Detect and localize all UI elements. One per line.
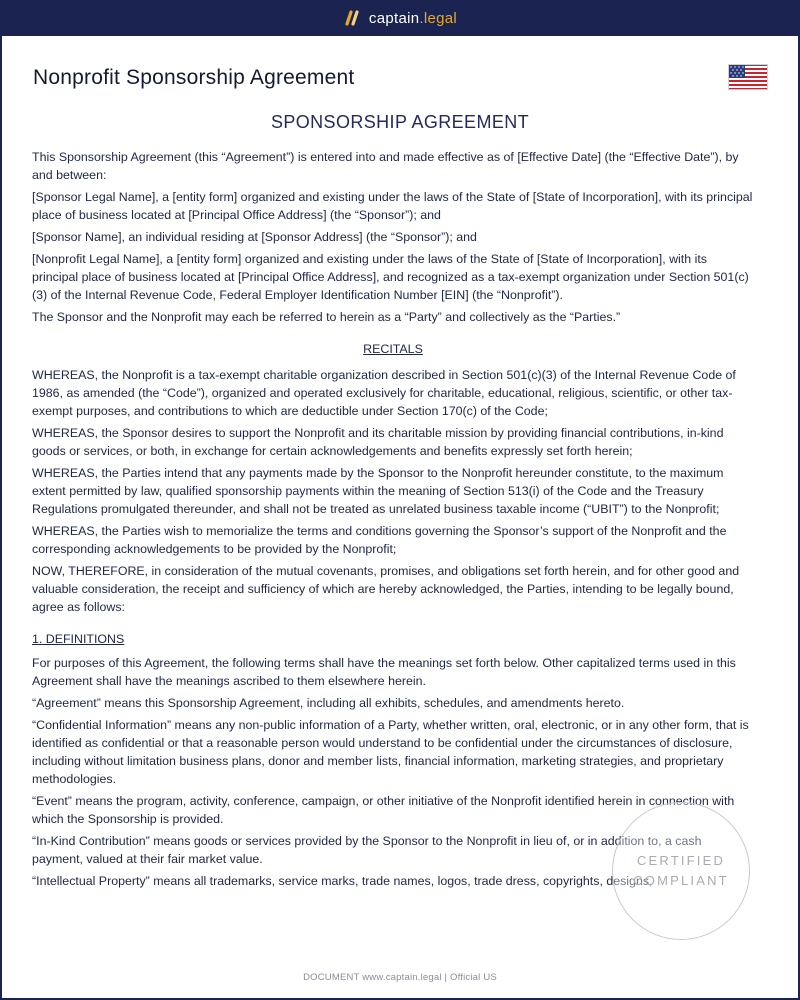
definition-event: “Event” means the program, activity, conference, campaign, or other initiative of the Nonprofit identified herein in connection with which the Sponsorship is provided. bbox=[32, 794, 735, 826]
us-flag-icon bbox=[728, 64, 768, 90]
parties-definition: The Sponsor and the Nonprofit may each be referred to herein as a “Party” and collectively as the “Parties.” bbox=[32, 310, 621, 324]
agreement-heading: SPONSORSHIP AGREEMENT bbox=[270, 112, 530, 132]
certified-compliant-stamp bbox=[612, 802, 750, 940]
party-sponsor-individual: [Sponsor Name], an individual residing at [Sponsor Address] (the “Sponsor”); and bbox=[32, 230, 477, 244]
recitals-heading: RECITALS bbox=[363, 342, 423, 356]
recital-2: WHEREAS, the Sponsor desires to support the Nonprofit and its charitable mission by providing financial contributions, in-kind goods or services, or both, in exchange for certain acknowledgements and benefits expressly set forth herein; bbox=[32, 426, 724, 458]
definition-intellectual-property: “Intellectual Property” means all trademarks, service marks, trade names, logos, trade dress, copyrights, designs, bbox=[32, 874, 653, 888]
recital-1: WHEREAS, the Nonprofit is a tax-exempt charitable organization described in Section 501(c)(3) of the Internal Revenue Code of 1986, as amended (the “Code”), organized and operated exclusively for charitable, educational, religious, scientific, or other tax-exempt purposes, and contributions to which are deductible under Section 170(c) of the Code; bbox=[32, 368, 736, 418]
stamp-line-2: COMPLIANT bbox=[633, 873, 729, 888]
definition-in-kind-contribution: “In-Kind Contribution” means goods or services provided by the Sponsor to the Nonprofit in lieu of, or in addition to, a cash payment, valued at their fair market value. bbox=[32, 834, 702, 866]
document-page bbox=[2, 36, 798, 998]
definition-confidential-information: “Confidential Information” means any non-public information of a Party, whether written, oral, electronic, or in any other form, that is identified as confidential or that a reasonable person would understand to be confidential under the circumstances of disclosure, including without limitation business plans, donor and member lists, financial information, marketing strategies, and proprietary methodologies. bbox=[32, 718, 749, 786]
page-title: Nonprofit Sponsorship Agreement bbox=[33, 66, 355, 89]
top-bar bbox=[0, 0, 800, 36]
definitions-intro: For purposes of this Agreement, the following terms shall have the meanings set forth below. Other capitalized terms used in this Agreement shall have the meanings ascribed to them elsewhere herein. bbox=[32, 656, 736, 688]
brand-logo[interactable] bbox=[343, 10, 457, 27]
recital-3: WHEREAS, the Parties intend that any payments made by the Sponsor to the Nonprofit hereunder constitute, to the maximum extent permitted by law, qualified sponsorship payments within the meaning of Section 513(i) of the Code and the Treasury Regulations promulgated thereunder, and shall not be treated as unrelated business taxable income (“UBIT”) to the Nonprofit; bbox=[32, 466, 724, 516]
brand-name: captain.legal bbox=[368, 9, 458, 27]
party-nonprofit: [Nonprofit Legal Name], a [entity form] organized and existing under the laws of the State of [State of Incorporation], with its principal place of business located at [Principal Office Address], and recognized as a tax-exempt organization under Section 501(c)(3) of the Internal Revenue Code, Federal Employer Identification Number [EIN] (the “Nonprofit”). bbox=[32, 252, 749, 302]
recital-4: WHEREAS, the Parties wish to memorialize the terms and conditions governing the Sponsor’s support of the Nonprofit and the corresponding acknowledgements to be provided by the Nonprofit; bbox=[32, 524, 727, 556]
section-definitions-heading: 1. DEFINITIONS bbox=[32, 632, 125, 646]
agreement-body bbox=[32, 148, 754, 894]
definition-agreement: “Agreement” means this Sponsorship Agreement, including all exhibits, schedules, and amendments hereto. bbox=[32, 696, 625, 710]
stamp-line-1: CERTIFIED bbox=[636, 853, 726, 868]
double-slash-logo-icon bbox=[343, 10, 361, 26]
party-sponsor-entity: [Sponsor Legal Name], a [entity form] organized and existing under the laws of the State of [State of Incorporation], with its principal place of business located at [Principal Office Address] (the “Sponsor”); and bbox=[32, 190, 753, 222]
recital-now-therefore: NOW, THEREFORE, in consideration of the mutual covenants, promises, and obligations set forth herein, and for other good and valuable consideration, the receipt and sufficiency of which are hereby acknowledged, the Parties, intending to be legally bound, agree as follows: bbox=[32, 564, 740, 614]
intro-paragraph: This Sponsorship Agreement (this “Agreement”) is entered into and made effective as of [Effective Date] (the “Effective Date”), by and between: bbox=[32, 150, 739, 182]
qualified-sponsorship-link[interactable]: qualified sponsorship payments bbox=[165, 484, 340, 498]
document-footer: DOCUMENT www.captain.legal | Official US bbox=[303, 972, 497, 983]
